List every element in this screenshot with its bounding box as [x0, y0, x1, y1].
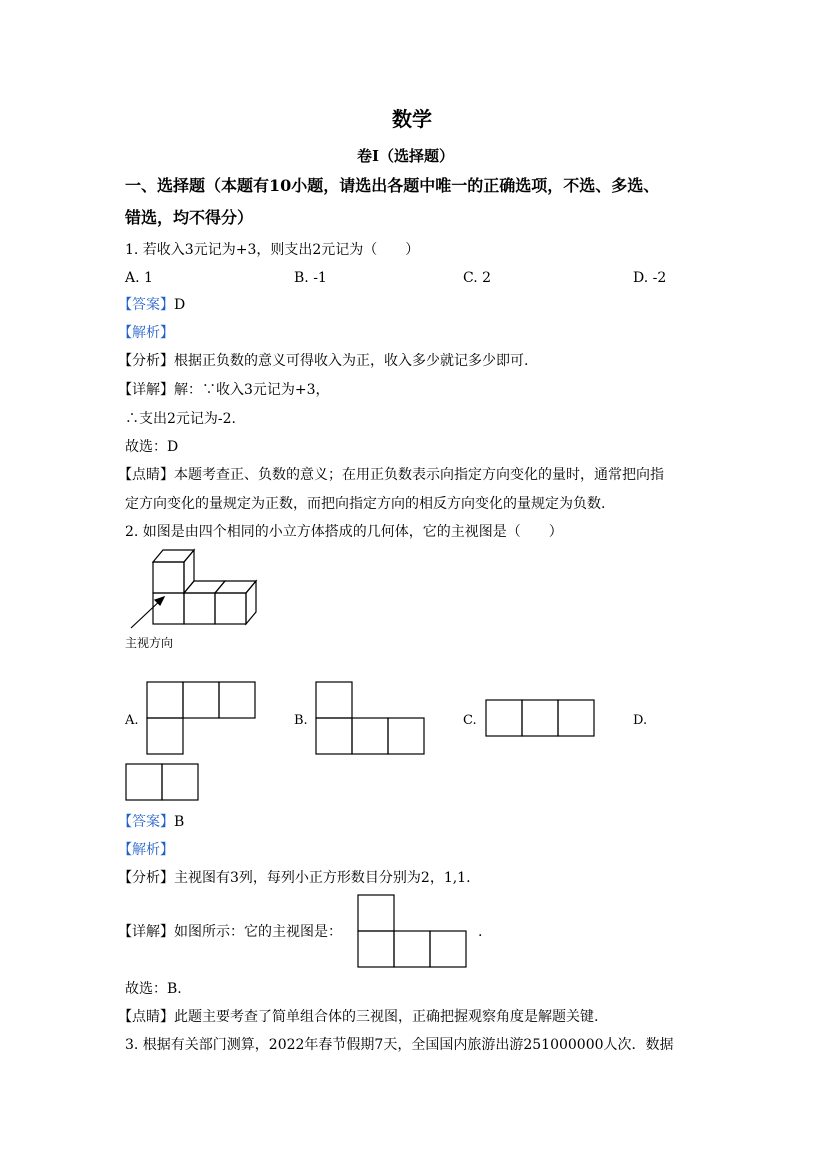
fenxi-label: 【分析】	[118, 353, 174, 369]
q1-answer: D	[174, 297, 186, 313]
answer-label: 【答案】	[118, 297, 174, 313]
xiangjie-label: 【详解】	[118, 924, 174, 940]
dianjing-label: 【点睛】	[118, 1009, 174, 1025]
q2-option-b-label: B.	[294, 713, 308, 728]
q1-analysis-label: 【解析】	[118, 325, 174, 341]
volume-title: 卷Ⅰ（选择题）	[357, 147, 455, 165]
q2-dianjing: 此题主要考查了简单组合体的三视图，正确把握观察角度是解题关键.	[174, 1009, 599, 1025]
q2-dianjing-row	[118, 1008, 598, 1026]
q1-choose: 故选：D	[125, 439, 179, 455]
q1-step2: ∴支出2元记为-2.	[125, 411, 236, 427]
q2-analysis-label: 【解析】	[118, 842, 174, 858]
q2-choose: 故选：B.	[125, 981, 182, 997]
q2-fenxi: 主视图有3列，每列小正方形数目分别为2，1,1.	[174, 870, 471, 886]
q1-xiangjie: 解：∵收入3元记为+3，	[174, 382, 330, 398]
q2-answer: B	[174, 814, 185, 830]
xiangjie-label: 【详解】	[118, 382, 174, 398]
section-heading-line1: 一、选择题（本题有10小题，请选出各题中唯一的正确选项，不选、多选、	[125, 176, 660, 195]
q3-stem: 3. 根据有关部门测算，2022年春节假期7天，全国国内旅游出游251000000人次．数据	[125, 1037, 674, 1053]
section-heading-line2: 错选，均不得分）	[125, 208, 254, 227]
fenxi-label: 【分析】	[118, 870, 174, 886]
view-direction-label: 主视方向	[125, 636, 174, 650]
q1-option-d: D. -2	[633, 270, 667, 286]
q1-option-b: B. -1	[294, 270, 327, 286]
q1-dianjing-line2: 定方向变化的量规定为正数，而把向指定方向的相反方向变化的量规定为负数.	[125, 496, 606, 512]
q1-option-c: C. 2	[463, 270, 492, 286]
q2-xiangjie: 如图所示：它的主视图是：	[174, 924, 342, 940]
q2-xiangjie-end: .	[478, 924, 483, 940]
q2-option-c-label: C.	[463, 713, 477, 728]
q2-option-d-label: D.	[633, 713, 648, 728]
q1-fenxi: 根据正负数的意义可得收入为正，收入多少就记多少即可.	[174, 353, 529, 369]
doc-title: 数学	[392, 107, 432, 131]
q2-option-a-label: A.	[125, 713, 139, 728]
q1-dianjing-line1: 本题考查正、负数的意义；在用正负数表示向指定方向变化的量时，通常把向指	[174, 467, 664, 483]
dianjing-label: 【点睛】	[118, 467, 174, 483]
q1-option-a: A. 1	[125, 270, 153, 286]
answer-label: 【答案】	[118, 814, 174, 830]
q2-stem: 2. 如图是由四个相同的小立方体搭成的几何体，它的主视图是（ ）	[125, 524, 563, 540]
q1-stem: 1. 若收入3元记为+3，则支出2元记为（ ）	[125, 242, 420, 258]
